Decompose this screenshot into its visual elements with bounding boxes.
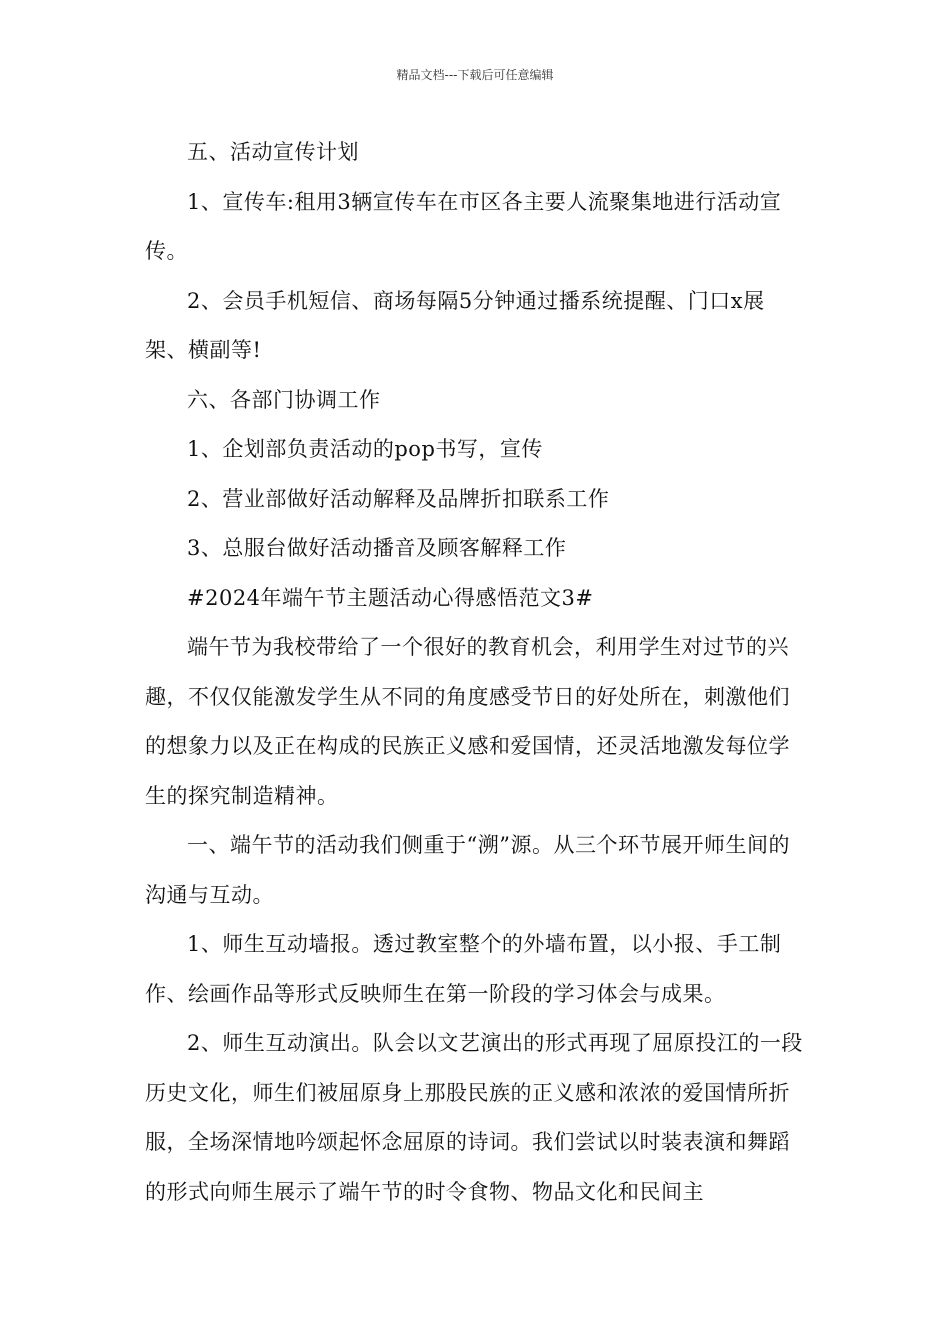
section-heading-coordination: 六、各部门协调工作 <box>187 387 381 412</box>
paragraph: 3、总服台做好活动播音及顾客解释工作 <box>187 536 567 560</box>
paragraph: 1、宣传车:租用3辆宣传车在市区各主要人流聚集地进行活动宣传。 <box>145 189 782 263</box>
paragraph: 2、营业部做好活动解释及品牌折扣联系工作 <box>187 486 610 511</box>
paragraph: 端午节为我校带给了一个很好的教育机会，利用学生对过节的兴趣，不仅仅能激发学生从不同的角度感受节日的好处所在，刺激他们的想象力以及正在构成的民族正义感和爱国情，还灵活地激发每位学生的探究制造精神。 <box>145 635 790 808</box>
section-heading-publicity: 五、活动宣传计划 <box>187 140 359 164</box>
page-header: 精品文档---下载后可任意编辑 <box>396 68 554 82</box>
paragraph: 2、师生互动演出。队会以文艺演出的形式再现了屈原投江的一段历史文化，师生们被屈原身上那股民族的正义感和浓浓的爱国情所折服，全场深情地吟颂起怀念屈原的诗词。我们尝试以时装表演和舞蹈的形式向师生展示了端午节的时令食物、物品文化和民间主 <box>145 1031 803 1204</box>
paragraph: 1、师生互动墙报。透过教室整个的外墙布置，以小报、手工制作、绘画作品等形式反映师生在第一阶段的学习体会与成果。 <box>145 932 782 1006</box>
paragraph: 1、企划部负责活动的pop书写，宣传 <box>187 437 543 461</box>
document-body <box>145 128 807 1217</box>
paragraph: 2、会员手机短信、商场每隔5分钟通过播系统提醒、门口x展架、横副等! <box>145 288 765 362</box>
article-title: #2024年端午节主题活动心得感悟范文3# <box>187 585 594 610</box>
paragraph: 一、端午节的活动我们侧重于“溯”源。从三个环节展开师生间的沟通与互动。 <box>145 833 790 907</box>
